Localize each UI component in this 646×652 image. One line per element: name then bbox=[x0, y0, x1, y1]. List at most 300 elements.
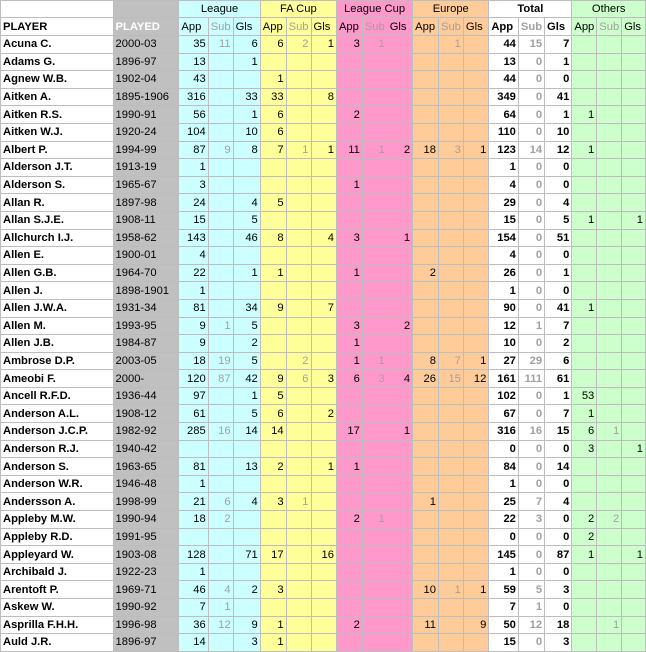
played-years: 1896-97 bbox=[113, 53, 179, 71]
fa-gls-cell bbox=[311, 194, 336, 212]
ot-gls-cell bbox=[622, 475, 646, 493]
lc-app-cell bbox=[336, 387, 362, 405]
tot-gls-cell: 61 bbox=[545, 370, 572, 388]
ot-gls-cell bbox=[622, 511, 646, 529]
eu-app-cell: 8 bbox=[413, 352, 439, 370]
lg-sub-cell bbox=[208, 282, 233, 300]
lg-gls-cell bbox=[233, 440, 260, 458]
ot-sub-cell bbox=[597, 546, 622, 564]
fa-sub-cell bbox=[286, 299, 311, 317]
tot-app-cell: 12 bbox=[489, 317, 519, 335]
fa-sub-cell bbox=[286, 458, 311, 476]
table-row bbox=[1, 493, 646, 511]
tot-sub-cell: 16 bbox=[518, 423, 544, 441]
tot-app-cell: 4 bbox=[489, 247, 519, 265]
fa-app-cell: 3 bbox=[260, 581, 286, 599]
player-name: Aitken R.S. bbox=[1, 106, 114, 124]
lg-gls-cell: 1 bbox=[233, 264, 260, 282]
lc-sub-cell bbox=[362, 282, 387, 300]
tot-sub-cell: 0 bbox=[518, 88, 544, 106]
lg-app-cell: 18 bbox=[179, 352, 208, 370]
lc-app-cell bbox=[336, 247, 362, 265]
lc-sub-cell bbox=[362, 229, 387, 247]
fa-sub-cell bbox=[286, 387, 311, 405]
fa-gls-cell: 3 bbox=[311, 370, 336, 388]
fa-gls-cell: 1 bbox=[311, 141, 336, 159]
ot-sub-cell bbox=[597, 528, 622, 546]
fa-app-cell bbox=[260, 317, 286, 335]
fa-app-cell: 5 bbox=[260, 387, 286, 405]
player-name: Acuna C. bbox=[1, 36, 114, 54]
fa-gls-cell bbox=[311, 264, 336, 282]
lc-sub-cell bbox=[362, 211, 387, 229]
table-row bbox=[1, 264, 646, 282]
ot-sub-cell bbox=[597, 106, 622, 124]
lg-gls-cell: 9 bbox=[233, 616, 260, 634]
lc-gls-cell: 2 bbox=[387, 141, 412, 159]
tot-sub-cell: 3 bbox=[518, 511, 544, 529]
played-years: 1996-98 bbox=[113, 616, 179, 634]
lg-gls-cell bbox=[233, 247, 260, 265]
tot-app-cell: 110 bbox=[489, 123, 519, 141]
lg-gls-cell: 2 bbox=[233, 335, 260, 353]
lg-sub-cell bbox=[208, 264, 233, 282]
ot-sub-cell bbox=[597, 211, 622, 229]
ot-gls-cell bbox=[622, 458, 646, 476]
column-header-sub: Sub bbox=[362, 18, 387, 36]
eu-sub-cell: 7 bbox=[439, 352, 464, 370]
eu-app-cell bbox=[413, 106, 439, 124]
eu-app-cell: 10 bbox=[413, 581, 439, 599]
ot-gls-cell: 1 bbox=[622, 211, 646, 229]
played-years: 1946-48 bbox=[113, 475, 179, 493]
fa-app-cell: 9 bbox=[260, 370, 286, 388]
eu-app-cell bbox=[413, 546, 439, 564]
lg-sub-cell: 1 bbox=[208, 599, 233, 617]
column-header-played: PLAYED bbox=[113, 18, 179, 36]
player-name: Asprilla F.H.H. bbox=[1, 616, 114, 634]
fa-gls-cell: 1 bbox=[311, 36, 336, 54]
fa-sub-cell bbox=[286, 282, 311, 300]
ot-gls-cell bbox=[622, 88, 646, 106]
fa-gls-cell bbox=[311, 53, 336, 71]
ot-app-cell bbox=[572, 53, 597, 71]
column-header-sub: Sub bbox=[208, 18, 233, 36]
ot-sub-cell bbox=[597, 634, 622, 652]
table-row bbox=[1, 405, 646, 423]
eu-sub-cell bbox=[439, 159, 464, 177]
lc-app-cell bbox=[336, 282, 362, 300]
eu-sub-cell bbox=[439, 299, 464, 317]
tot-sub-cell: 0 bbox=[518, 440, 544, 458]
lg-gls-cell: 10 bbox=[233, 123, 260, 141]
tot-app-cell: 44 bbox=[489, 36, 519, 54]
fa-sub-cell bbox=[286, 475, 311, 493]
fa-app-cell: 1 bbox=[260, 634, 286, 652]
tot-gls-cell: 0 bbox=[545, 563, 572, 581]
table-row bbox=[1, 229, 646, 247]
eu-app-cell bbox=[413, 599, 439, 617]
eu-sub-cell: 15 bbox=[439, 370, 464, 388]
lc-app-cell bbox=[336, 599, 362, 617]
eu-sub-cell bbox=[439, 282, 464, 300]
tot-gls-cell: 15 bbox=[545, 423, 572, 441]
ot-gls-cell bbox=[622, 581, 646, 599]
lg-gls-cell: 14 bbox=[233, 423, 260, 441]
fa-sub-cell bbox=[286, 71, 311, 89]
tot-gls-cell: 18 bbox=[545, 616, 572, 634]
fa-gls-cell bbox=[311, 123, 336, 141]
lg-gls-cell bbox=[233, 282, 260, 300]
lc-app-cell bbox=[336, 546, 362, 564]
fa-app-cell: 8 bbox=[260, 229, 286, 247]
player-name: Ambrose D.P. bbox=[1, 352, 114, 370]
table-row bbox=[1, 634, 646, 652]
eu-app-cell bbox=[413, 387, 439, 405]
tot-app-cell: 84 bbox=[489, 458, 519, 476]
lc-app-cell bbox=[336, 528, 362, 546]
lg-gls-cell: 42 bbox=[233, 370, 260, 388]
ot-sub-cell bbox=[597, 176, 622, 194]
group-header-league: League bbox=[179, 1, 260, 18]
lg-sub-cell bbox=[208, 159, 233, 177]
lg-sub-cell bbox=[208, 546, 233, 564]
fa-gls-cell bbox=[311, 159, 336, 177]
lc-gls-cell bbox=[387, 53, 412, 71]
column-header-gls: Gls bbox=[387, 18, 412, 36]
fa-app-cell: 6 bbox=[260, 106, 286, 124]
lc-sub-cell bbox=[362, 71, 387, 89]
fa-gls-cell bbox=[311, 528, 336, 546]
lg-app-cell: 13 bbox=[179, 53, 208, 71]
ot-gls-cell bbox=[622, 634, 646, 652]
lc-sub-cell bbox=[362, 159, 387, 177]
eu-app-cell bbox=[413, 458, 439, 476]
eu-app-cell bbox=[413, 36, 439, 54]
tot-sub-cell: 15 bbox=[518, 36, 544, 54]
lg-gls-cell bbox=[233, 159, 260, 177]
table-row bbox=[1, 53, 646, 71]
played-years: 2000- bbox=[113, 370, 179, 388]
ot-sub-cell bbox=[597, 123, 622, 141]
column-header-sub: Sub bbox=[597, 18, 622, 36]
fa-sub-cell bbox=[286, 211, 311, 229]
table-row bbox=[1, 71, 646, 89]
ot-gls-cell bbox=[622, 176, 646, 194]
lc-sub-cell bbox=[362, 599, 387, 617]
fa-sub-cell: 2 bbox=[286, 352, 311, 370]
fa-app-cell bbox=[260, 282, 286, 300]
tot-sub-cell: 1 bbox=[518, 317, 544, 335]
player-name: Ameobi F. bbox=[1, 370, 114, 388]
fa-app-cell: 6 bbox=[260, 405, 286, 423]
group-header-others: Others bbox=[572, 1, 646, 18]
lg-app-cell: 81 bbox=[179, 458, 208, 476]
fa-sub-cell bbox=[286, 335, 311, 353]
table-row bbox=[1, 440, 646, 458]
eu-sub-cell bbox=[439, 247, 464, 265]
tot-gls-cell: 41 bbox=[545, 88, 572, 106]
lc-app-cell: 1 bbox=[336, 335, 362, 353]
eu-gls-cell bbox=[463, 387, 488, 405]
lc-sub-cell bbox=[362, 634, 387, 652]
ot-gls-cell: 1 bbox=[622, 440, 646, 458]
eu-sub-cell bbox=[439, 123, 464, 141]
column-header-app: App bbox=[572, 18, 597, 36]
fa-gls-cell bbox=[311, 247, 336, 265]
table-row bbox=[1, 352, 646, 370]
lg-gls-cell bbox=[233, 563, 260, 581]
tot-gls-cell: 7 bbox=[545, 317, 572, 335]
lg-app-cell: 43 bbox=[179, 71, 208, 89]
table-row bbox=[1, 475, 646, 493]
fa-sub-cell bbox=[286, 88, 311, 106]
player-name: Allan S.J.E. bbox=[1, 211, 114, 229]
lg-app-cell: 1 bbox=[179, 159, 208, 177]
fa-gls-cell bbox=[311, 581, 336, 599]
ot-app-cell bbox=[572, 616, 597, 634]
eu-gls-cell bbox=[463, 88, 488, 106]
lc-app-cell bbox=[336, 159, 362, 177]
lc-sub-cell bbox=[362, 335, 387, 353]
tot-gls-cell: 6 bbox=[545, 352, 572, 370]
column-header-gls: Gls bbox=[463, 18, 488, 36]
tot-gls-cell: 4 bbox=[545, 493, 572, 511]
eu-gls-cell bbox=[463, 440, 488, 458]
eu-sub-cell bbox=[439, 405, 464, 423]
lc-gls-cell bbox=[387, 335, 412, 353]
eu-gls-cell bbox=[463, 53, 488, 71]
ot-sub-cell bbox=[597, 440, 622, 458]
table-row bbox=[1, 511, 646, 529]
lg-app-cell: 15 bbox=[179, 211, 208, 229]
tot-gls-cell: 0 bbox=[545, 599, 572, 617]
eu-app-cell bbox=[413, 405, 439, 423]
lc-gls-cell bbox=[387, 581, 412, 599]
fa-sub-cell bbox=[286, 247, 311, 265]
lg-gls-cell: 4 bbox=[233, 194, 260, 212]
lg-app-cell: 56 bbox=[179, 106, 208, 124]
tot-sub-cell: 0 bbox=[518, 335, 544, 353]
column-header-gls: Gls bbox=[545, 18, 572, 36]
played-years: 1900-01 bbox=[113, 247, 179, 265]
eu-app-cell bbox=[413, 123, 439, 141]
player-name: Arentoft P. bbox=[1, 581, 114, 599]
eu-gls-cell bbox=[463, 36, 488, 54]
lc-app-cell: 1 bbox=[336, 458, 362, 476]
ot-app-cell: 2 bbox=[572, 511, 597, 529]
lc-gls-cell bbox=[387, 352, 412, 370]
fa-sub-cell bbox=[286, 563, 311, 581]
played-years: 1958-62 bbox=[113, 229, 179, 247]
lg-sub-cell: 1 bbox=[208, 317, 233, 335]
tot-app-cell: 123 bbox=[489, 141, 519, 159]
lg-sub-cell: 4 bbox=[208, 581, 233, 599]
ot-app-cell bbox=[572, 36, 597, 54]
tot-app-cell: 27 bbox=[489, 352, 519, 370]
lc-gls-cell bbox=[387, 511, 412, 529]
player-name: Aitken A. bbox=[1, 88, 114, 106]
player-name: Ancell R.F.D. bbox=[1, 387, 114, 405]
ot-app-cell: 1 bbox=[572, 546, 597, 564]
lc-app-cell bbox=[336, 71, 362, 89]
ot-app-cell bbox=[572, 247, 597, 265]
played-years: 1969-71 bbox=[113, 581, 179, 599]
tot-app-cell: 67 bbox=[489, 405, 519, 423]
tot-sub-cell: 12 bbox=[518, 616, 544, 634]
eu-app-cell bbox=[413, 423, 439, 441]
lg-sub-cell bbox=[208, 247, 233, 265]
eu-app-cell bbox=[413, 229, 439, 247]
table-row bbox=[1, 282, 646, 300]
table-row bbox=[1, 581, 646, 599]
player-name: Alderson J.T. bbox=[1, 159, 114, 177]
fa-gls-cell bbox=[311, 317, 336, 335]
ot-sub-cell bbox=[597, 159, 622, 177]
eu-sub-cell bbox=[439, 546, 464, 564]
tot-sub-cell: 0 bbox=[518, 176, 544, 194]
eu-gls-cell bbox=[463, 335, 488, 353]
table-row bbox=[1, 159, 646, 177]
lc-gls-cell bbox=[387, 123, 412, 141]
eu-sub-cell bbox=[439, 106, 464, 124]
fa-gls-cell: 1 bbox=[311, 458, 336, 476]
player-name: Anderson W.R. bbox=[1, 475, 114, 493]
ot-app-cell bbox=[572, 458, 597, 476]
fa-sub-cell bbox=[286, 546, 311, 564]
tot-sub-cell: 0 bbox=[518, 106, 544, 124]
lc-gls-cell bbox=[387, 299, 412, 317]
fa-app-cell: 1 bbox=[260, 71, 286, 89]
lc-sub-cell bbox=[362, 123, 387, 141]
tot-sub-cell: 0 bbox=[518, 634, 544, 652]
eu-gls-cell bbox=[463, 563, 488, 581]
eu-sub-cell: 3 bbox=[439, 141, 464, 159]
group-header-row bbox=[1, 1, 646, 18]
tot-gls-cell: 51 bbox=[545, 229, 572, 247]
fa-sub-cell: 6 bbox=[286, 370, 311, 388]
eu-sub-cell bbox=[439, 458, 464, 476]
fa-gls-cell bbox=[311, 423, 336, 441]
player-name: Adams G. bbox=[1, 53, 114, 71]
column-header-app: App bbox=[413, 18, 439, 36]
lc-app-cell bbox=[336, 563, 362, 581]
eu-gls-cell bbox=[463, 423, 488, 441]
eu-gls-cell: 1 bbox=[463, 141, 488, 159]
lg-sub-cell bbox=[208, 563, 233, 581]
tot-sub-cell: 14 bbox=[518, 141, 544, 159]
eu-app-cell: 18 bbox=[413, 141, 439, 159]
player-name: Allen G.B. bbox=[1, 264, 114, 282]
lg-app-cell: 1 bbox=[179, 282, 208, 300]
eu-app-cell bbox=[413, 563, 439, 581]
lg-app-cell: 9 bbox=[179, 335, 208, 353]
ot-sub-cell: 1 bbox=[597, 423, 622, 441]
eu-sub-cell bbox=[439, 599, 464, 617]
lg-app-cell: 9 bbox=[179, 317, 208, 335]
lc-sub-cell bbox=[362, 106, 387, 124]
ot-app-cell bbox=[572, 352, 597, 370]
played-years: 1908-11 bbox=[113, 211, 179, 229]
table-row bbox=[1, 387, 646, 405]
tot-sub-cell: 0 bbox=[518, 387, 544, 405]
lg-sub-cell: 19 bbox=[208, 352, 233, 370]
fa-gls-cell bbox=[311, 211, 336, 229]
table-row bbox=[1, 546, 646, 564]
fa-sub-cell: 1 bbox=[286, 141, 311, 159]
ot-sub-cell bbox=[597, 71, 622, 89]
player-name: Allen M. bbox=[1, 317, 114, 335]
table-row bbox=[1, 616, 646, 634]
lg-sub-cell bbox=[208, 475, 233, 493]
lc-gls-cell bbox=[387, 546, 412, 564]
tot-app-cell: 154 bbox=[489, 229, 519, 247]
fa-sub-cell bbox=[286, 53, 311, 71]
lg-app-cell: 1 bbox=[179, 475, 208, 493]
table-row bbox=[1, 370, 646, 388]
lc-app-cell: 1 bbox=[336, 176, 362, 194]
player-name: Allen J. bbox=[1, 282, 114, 300]
fa-gls-cell bbox=[311, 599, 336, 617]
ot-app-cell bbox=[572, 335, 597, 353]
player-name: Allen E. bbox=[1, 247, 114, 265]
ot-gls-cell bbox=[622, 493, 646, 511]
lc-app-cell bbox=[336, 211, 362, 229]
lg-sub-cell bbox=[208, 440, 233, 458]
fa-gls-cell: 16 bbox=[311, 546, 336, 564]
lc-gls-cell bbox=[387, 71, 412, 89]
fa-sub-cell bbox=[286, 194, 311, 212]
ot-app-cell bbox=[572, 493, 597, 511]
ot-app-cell bbox=[572, 475, 597, 493]
lc-app-cell: 3 bbox=[336, 36, 362, 54]
table-row bbox=[1, 423, 646, 441]
column-header-sub: Sub bbox=[518, 18, 544, 36]
lc-app-cell: 2 bbox=[336, 106, 362, 124]
played-years: 1982-92 bbox=[113, 423, 179, 441]
table-row bbox=[1, 176, 646, 194]
lg-app-cell: 143 bbox=[179, 229, 208, 247]
table-row bbox=[1, 211, 646, 229]
ot-gls-cell bbox=[622, 423, 646, 441]
player-name: Anderson A.L. bbox=[1, 405, 114, 423]
fa-sub-cell: 1 bbox=[286, 493, 311, 511]
fa-app-cell: 6 bbox=[260, 123, 286, 141]
table-row bbox=[1, 36, 646, 54]
fa-gls-cell bbox=[311, 176, 336, 194]
lc-sub-cell bbox=[362, 317, 387, 335]
lc-gls-cell bbox=[387, 528, 412, 546]
lc-sub-cell bbox=[362, 194, 387, 212]
tot-gls-cell: 10 bbox=[545, 123, 572, 141]
eu-app-cell bbox=[413, 247, 439, 265]
table-row bbox=[1, 247, 646, 265]
lg-gls-cell: 46 bbox=[233, 229, 260, 247]
fa-app-cell bbox=[260, 176, 286, 194]
fa-sub-cell bbox=[286, 123, 311, 141]
tot-sub-cell: 0 bbox=[518, 282, 544, 300]
eu-gls-cell bbox=[463, 475, 488, 493]
fa-app-cell bbox=[260, 247, 286, 265]
tot-sub-cell: 5 bbox=[518, 581, 544, 599]
ot-gls-cell bbox=[622, 194, 646, 212]
tot-app-cell: 13 bbox=[489, 53, 519, 71]
played-years: 1990-91 bbox=[113, 106, 179, 124]
eu-app-cell bbox=[413, 159, 439, 177]
ot-sub-cell bbox=[597, 581, 622, 599]
player-name: Andersson A. bbox=[1, 493, 114, 511]
played-years: 1913-19 bbox=[113, 159, 179, 177]
